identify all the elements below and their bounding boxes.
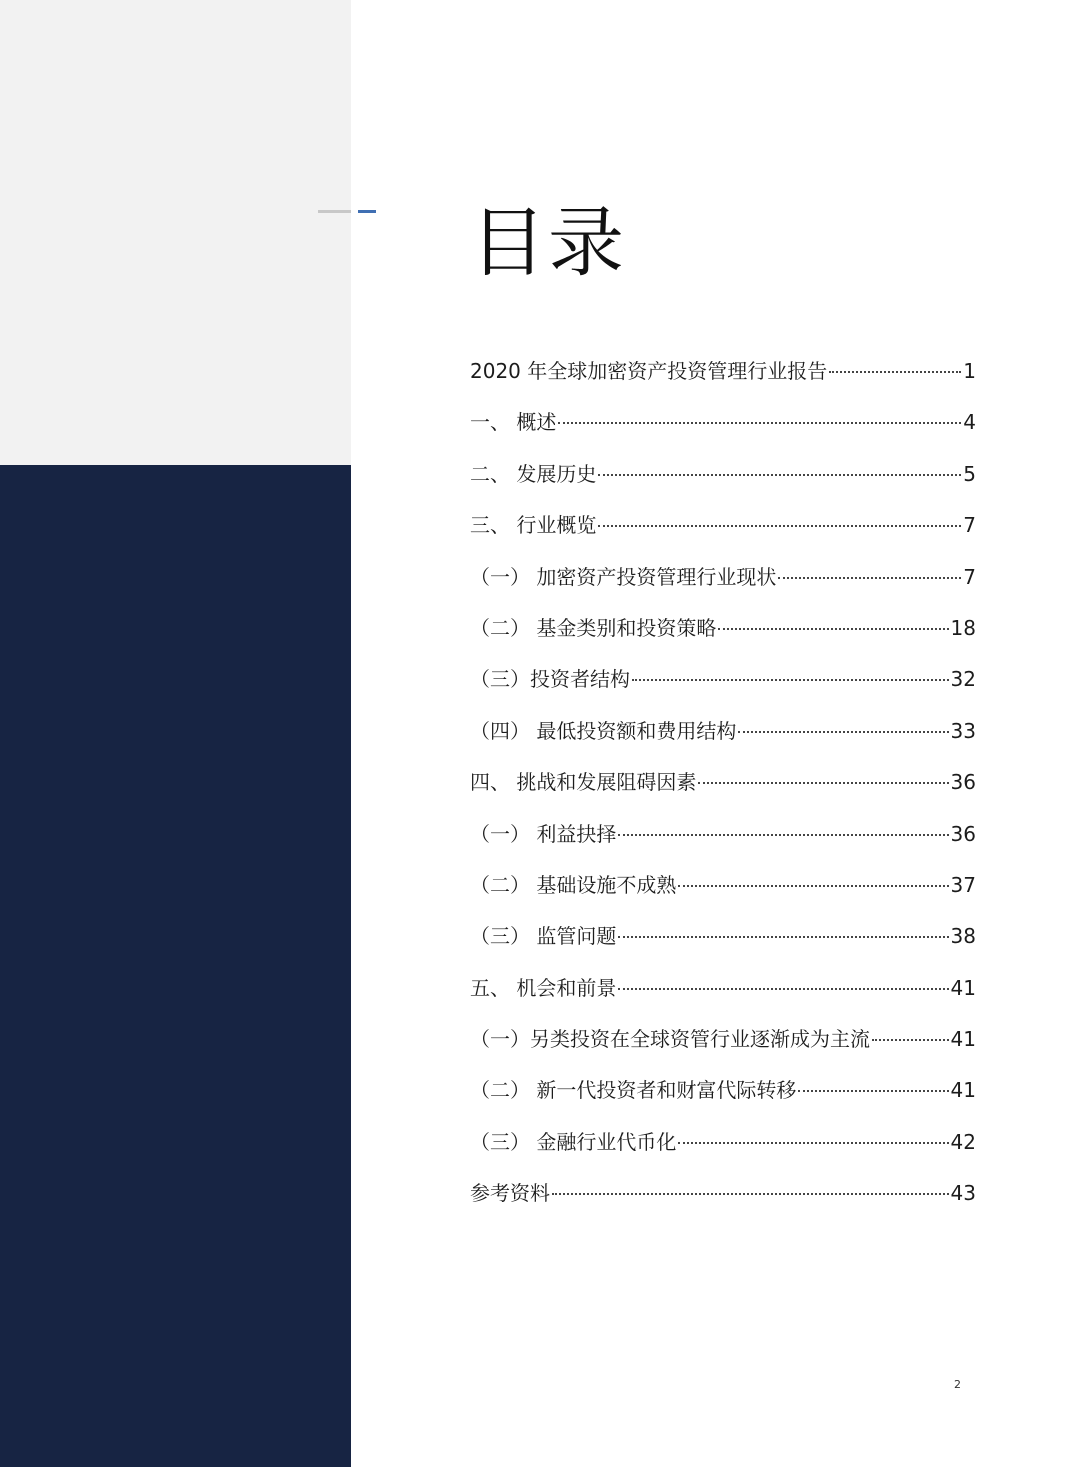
accent-line-gray: [318, 210, 351, 213]
toc-entry[interactable]: [470, 1168, 976, 1219]
toc-entry-page: 36: [950, 770, 976, 795]
toc-entry-page: 42: [950, 1129, 976, 1154]
toc-entry-page: 41: [950, 975, 976, 1000]
toc-entry-label: （四） 最低投资额和费用结构: [470, 718, 737, 743]
toc-leader-dots: [678, 885, 948, 887]
toc-leader-dots: [678, 1142, 948, 1144]
toc-entry-page: 1: [963, 359, 976, 383]
toc-entry-label: （二） 基金类别和投资策略: [470, 615, 717, 640]
toc-entry-label: 四、 挑战和发展阻碍因素: [470, 770, 697, 795]
toc-entry-page: 7: [963, 564, 976, 589]
toc-leader-dots: [552, 1193, 949, 1195]
page-title: 目录: [470, 198, 626, 287]
toc-entry[interactable]: [470, 757, 976, 808]
toc-entry[interactable]: [470, 860, 976, 911]
toc-entry-page: 38: [950, 924, 976, 949]
toc-entry-page: 18: [950, 615, 976, 640]
toc-entry[interactable]: [470, 1117, 976, 1168]
sidebar-bottom-panel: [0, 465, 351, 1467]
page-number: 2: [954, 1378, 961, 1391]
toc-leader-dots: [598, 525, 961, 527]
toc-entry[interactable]: [470, 911, 976, 962]
toc-entry-label: 三、 行业概览: [470, 513, 597, 538]
toc-entry-label: （一） 加密资产投资管理行业现状: [470, 564, 777, 589]
toc-leader-dots: [558, 422, 961, 424]
toc-entry-label: 参考资料: [470, 1181, 550, 1206]
toc-entry[interactable]: [470, 1065, 976, 1116]
accent-line-blue: [358, 210, 376, 213]
toc-entry-page: 36: [950, 821, 976, 846]
toc-entry[interactable]: [470, 809, 976, 860]
toc-entry[interactable]: [470, 552, 976, 603]
toc-leader-dots: [872, 1039, 949, 1041]
toc-entry-label: 五、 机会和前景: [470, 975, 617, 1000]
toc-entry-label: （二） 新一代投资者和财富代际转移: [470, 1078, 797, 1103]
toc-entry-page: 41: [950, 1027, 976, 1052]
toc-entry-label: （一）另类投资在全球资管行业逐渐成为主流: [470, 1027, 870, 1052]
toc-entry[interactable]: [470, 449, 976, 500]
toc-leader-dots: [618, 834, 948, 836]
toc-entry-page: 7: [963, 513, 976, 538]
toc-entry-page: 5: [963, 461, 976, 486]
toc-entry-label: 一、 概述: [470, 410, 557, 435]
toc-entry[interactable]: [470, 397, 976, 448]
toc-entry-label: （三）投资者结构: [470, 667, 630, 692]
toc-leader-dots: [632, 679, 949, 681]
toc-leader-dots: [829, 371, 961, 373]
toc-entry-label: （三） 金融行业代币化: [470, 1129, 677, 1154]
sidebar-top-panel: [0, 0, 351, 465]
toc-leader-dots: [798, 1090, 948, 1092]
toc-entry-page: 33: [950, 718, 976, 743]
toc-entry-page: 41: [950, 1078, 976, 1103]
toc-entry-label: （三） 监管问题: [470, 924, 617, 949]
toc-entry-label: （一） 利益抉择: [470, 821, 617, 846]
toc-entry-page: 32: [950, 667, 976, 692]
toc-entry[interactable]: [470, 603, 976, 654]
toc-entry[interactable]: [470, 500, 976, 551]
toc-leader-dots: [738, 731, 948, 733]
toc-leader-dots: [598, 474, 961, 476]
toc-entry-page: 37: [950, 872, 976, 897]
toc-leader-dots: [718, 628, 948, 630]
table-of-contents: [470, 346, 976, 1220]
toc-entry[interactable]: [470, 1014, 976, 1065]
toc-leader-dots: [698, 782, 948, 784]
toc-entry-page: 4: [963, 410, 976, 435]
toc-entry-label: 2020 年全球加密资产投资管理行业报告: [470, 359, 828, 383]
toc-entry[interactable]: [470, 654, 976, 705]
toc-entry[interactable]: [470, 963, 976, 1014]
toc-entry[interactable]: [470, 346, 976, 397]
toc-entry[interactable]: [470, 706, 976, 757]
toc-entry-page: 43: [950, 1181, 976, 1206]
toc-entry-label: （二） 基础设施不成熟: [470, 872, 677, 897]
toc-entry-label: 二、 发展历史: [470, 461, 597, 486]
toc-leader-dots: [778, 577, 961, 579]
toc-leader-dots: [618, 936, 948, 938]
toc-leader-dots: [618, 988, 948, 990]
